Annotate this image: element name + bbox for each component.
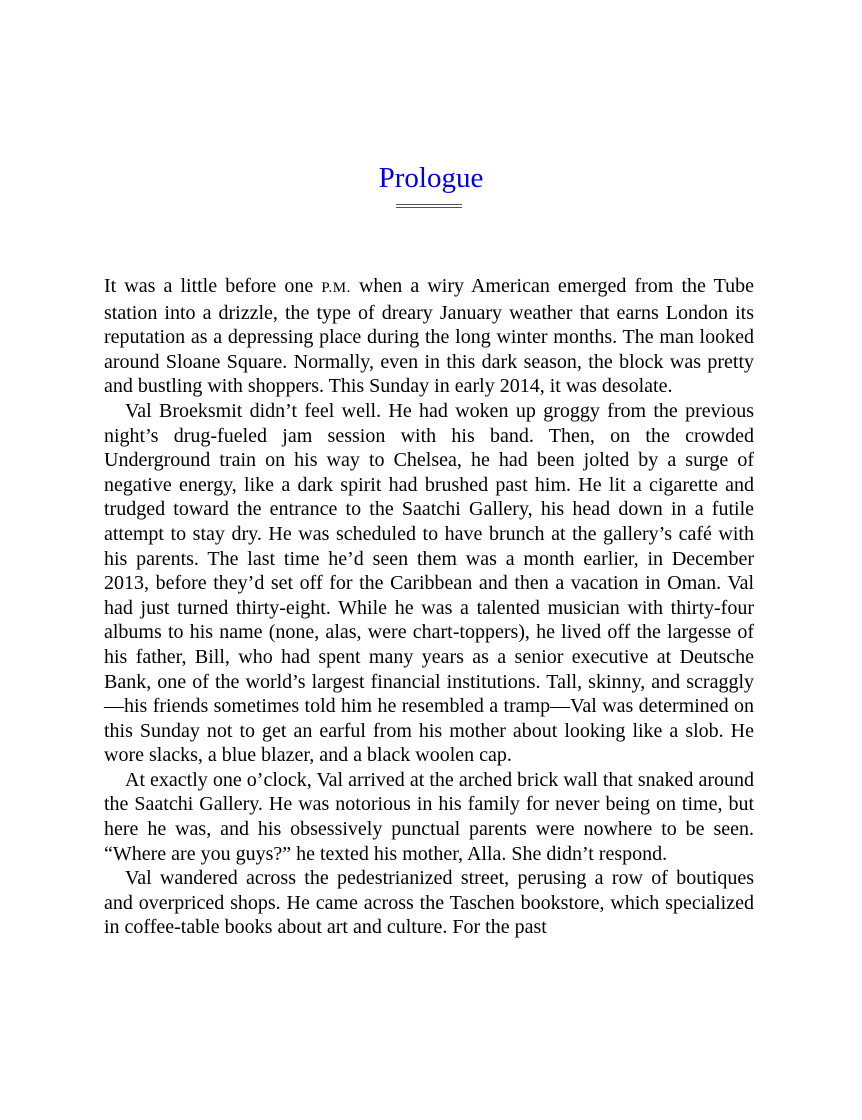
body-text: [104, 274, 754, 940]
paragraph-1-rest: when a wiry American emerged from the Tube station into a drizzle, the type of dreary January weather that earns London its reputation as a depressing place during the long winter months. The man looked around Sloane Square. Normally, even in this dark season, the block was pretty and bustling with shoppers. This Sunday in early 2014, it was desolate.: [104, 275, 754, 398]
paragraph-3: At exactly one o’clock, Val arrived at the arched brick wall that snaked around the Saatchi Gallery. He was notorious in his family for never being on time, but here he was, and his obsessively punctual parents were nowhere to be seen. “Where are you guys?” he texted his mother, Alla. She didn’t respond.: [104, 768, 754, 865]
paragraph-4: Val wandered across the pedestrianized street, perusing a row of boutiques and overpriced shops. He came across the Taschen bookstore, which specialized in coffee-table books about art and culture. For the past: [104, 867, 754, 939]
paragraph-2: Val Broeksmit didn’t feel well. He had woken up groggy from the previous night’s drug-fueled jam session with his band. Then, on the crowded Underground train on his way to Chelsea, he had been jolted by a surge of negative energy, like a dark spirit had brushed past him. He lit a cigarette and trudged toward the entrance to the Saatchi Gallery, his head down in a futile attempt to stay dry. He was scheduled to have brunch at the gallery’s café with his parents. The last time he’d seen them was a month earlier, in December 2013, before they’d set off for the Caribbean and then a vacation in Oman. Val had just turned thirty-eight. While he was a talented musician with thirty-four albums to his name (none, alas, were chart-toppers), he lived off the largesse of his father, Bill, who had spent many years as a senior executive at Deutsche Bank, one of the world’s largest financial institutions. Tall, skinny, and scraggly—his friends sometimes told him he resembled a tramp—Val was determined on this Sunday not to get an earful from his mother about looking like a slob. He wore slacks, a blue blazer, and a black woolen cap.: [104, 399, 754, 767]
chapter-title: Prologue: [378, 162, 484, 194]
time-smallcaps: P.M.: [321, 280, 351, 296]
paragraph-1: [104, 274, 754, 399]
title-double-rule: [396, 204, 462, 208]
paragraph-1-start: It was a little before one: [104, 275, 322, 297]
